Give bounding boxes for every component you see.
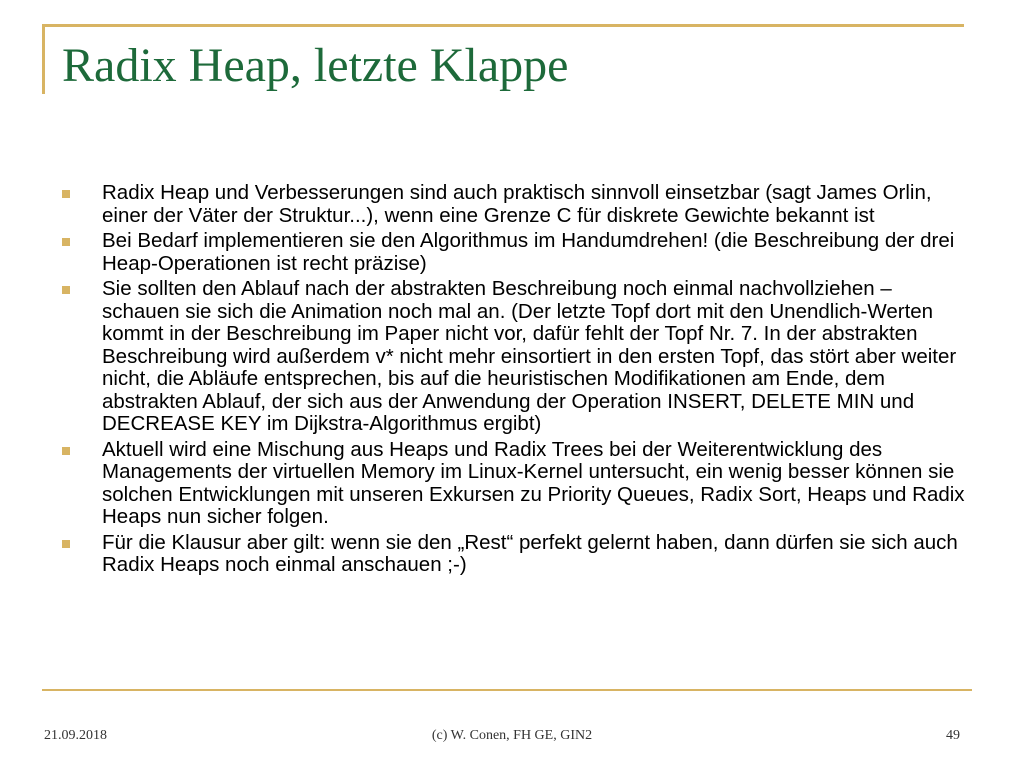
bullet-text: Für die Klausur aber gilt: wenn sie den „Rest“ perfekt gelernt haben, dann dürfen sie sich auch Radix Heaps noch einmal anschauen ;-) [102, 530, 958, 576]
frame-left-rule [42, 24, 45, 94]
square-bullet-icon [62, 190, 70, 198]
bullet-item [60, 230, 965, 275]
square-bullet-icon [62, 286, 70, 294]
square-bullet-icon [62, 238, 70, 246]
bullet-text: Aktuell wird eine Mischung aus Heaps und Radix Trees bei der Weiterentwicklung des Managements der virtuellen Memory im Linux-Kernel untersucht, ein wenig besser können sie solchen Entwicklungen mit unseren Exkursen zu Priority Queues, Radix Sort, Heaps und Radix Heaps nun sicher folgen. [102, 437, 965, 528]
square-bullet-icon [62, 540, 70, 548]
slide-title: Radix Heap, letzte Klappe [62, 39, 569, 92]
page-number: 49 [946, 728, 960, 743]
frame-top-rule [42, 24, 964, 27]
bullet-item [60, 182, 965, 227]
bullet-text: Sie sollten den Ablauf nach der abstrakten Beschreibung noch einmal nachvollziehen – schauen sie sich die Animation noch mal an. (Der letzte Topf dort mit den Unendlich-Werten kommt in der Beschreibung im Paper nicht vor, dafür fehlt der Topf Nr. 7. In der abstrakten Beschreibung wird außerdem v* nicht mehr einsortiert in den ersten Topf, das stört aber weiter nicht, die Abläufe entsprechen, bis auf die heuristischen Modifikationen am Ende, dem abstrakten Ablauf, der sich aus der Anwendung der Operation INSERT, DELETE MIN und DECREASE KEY im Dijkstra-Algorithmus ergibt) [102, 277, 957, 435]
footer-author: (c) W. Conen, FH GE, GIN2 [431, 728, 593, 743]
footer-date: 21.09.2018 [44, 728, 107, 743]
bullet-item [60, 278, 965, 436]
bullet-text: Bei Bedarf implementieren sie den Algorithmus im Handumdrehen! (die Beschreibung der drei Heap-Operationen ist recht präzise) [102, 229, 955, 275]
bullet-text: Radix Heap und Verbesserungen sind auch praktisch sinnvoll einsetzbar (sagt James Orlin, einer der Väter der Struktur...), wenn eine Grenze C für diskrete Gewichte bekannt ist [102, 181, 932, 227]
bullet-item [60, 532, 965, 577]
bullet-item [60, 439, 965, 529]
frame-bottom-rule [42, 689, 972, 691]
square-bullet-icon [62, 447, 70, 455]
bullet-list [60, 182, 965, 580]
